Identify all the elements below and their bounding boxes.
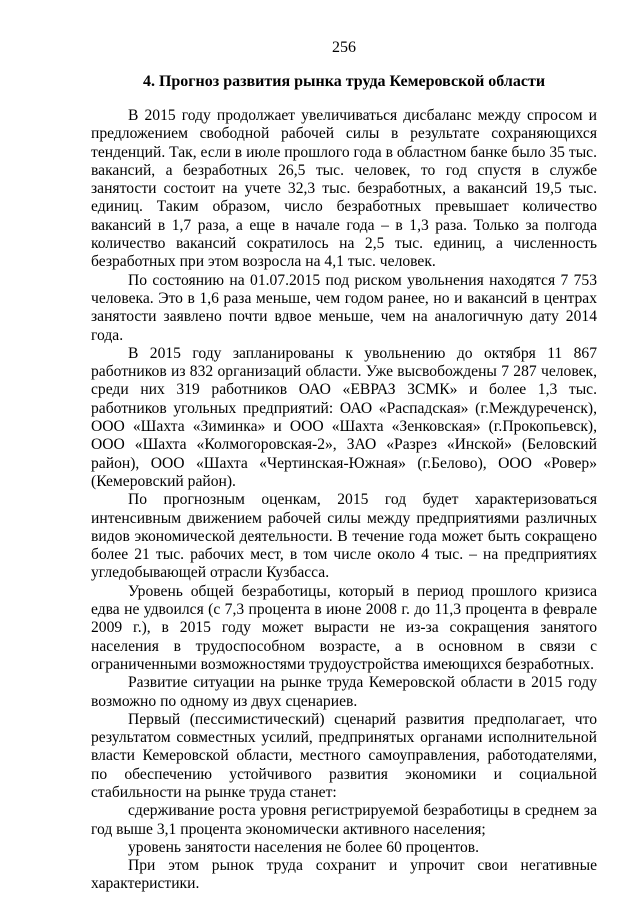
paragraph-6: Развитие ситуации на рынке труда Кемеровской области в 2015 году возможно по одному из двух сценариев. [91,674,597,710]
paragraph-1: В 2015 году продолжает увеличиваться дисбаланс между спросом и предложением свободной рабочей силы в результате сохраняющихся тенденций. Так, если в июле прошлого года в областном банке было 35 тыс. вакансий, а безработных 26,5 тыс. человек, то год спустя в службе занятости состоит на учете 32,3 тыс. безработных, а вакансий 19,5 тыс. единиц. Таким образом, число безработных превышает количество вакансий в 1,7 раза, а еще в начале года – в 1,3 раза. Только за полгода количество вакансий сократилось на 2,5 тыс. единиц, а численность безработных при этом возросла на 4,1 тыс. человек. [91,107,597,271]
paragraph-8: сдерживание роста уровня регистрируемой безработицы в среднем за год выше 3,1 процента экономически активного населения; [91,802,597,838]
paragraph-10: При этом рынок труда сохранит и упрочит свои негативные характеристики. [91,857,597,893]
paragraph-4: По прогнозным оценкам, 2015 год будет характеризоваться интенсивным движением рабочей силы между предприятиями различных видов экономической деятельности. В течение года может быть сокращено более 21 тыс. рабочих мест, в том числе около 4 тыс. – на предприятиях угледобывающей отрасли Кузбасса. [91,491,597,582]
section-title: 4. Прогноз развития рынка труда Кемеровской области [142,73,546,90]
paragraph-7: Первый (пессимистический) сценарий развития предполагает, что результатом совместных усилий, предпринятых органами исполнительной власти Кемеровской области, местного самоуправления, работодателями, по обеспечению устойчивого развития экономики и социальной стабильности на рынке труда станет: [91,710,597,801]
paragraph-3: В 2015 году запланированы к увольнению до октября 11 867 работников из 832 организаций области. Уже высвобождены 7 287 человек, среди них 319 работников ОАО «ЕВРАЗ ЗСМК» и более 1,3 тыс. работников угольных предприятий: ОАО «Распадская» (г.Междуреченск), ООО «Шахта «Зиминка» и ООО «Шахта «Зенковская» (г.Прокопьевск), ООО «Шахта «Колмогоровская-2», ЗАО «Разрез «Инской» (Беловский район), ООО «Шахта «Чертинская-Южная» (г.Белово), ООО «Ровер» (Кемеровский район). [91,344,597,490]
paragraph-5: Уровень общей безработицы, который в период прошлого кризиса едва не удвоился (с 7,3 процента в июне 2008 г. до 11,3 процента в феврале 2009 г.), в 2015 году может вырасти не из-за сокращения занятого населения в трудоспособном возрасте, а в основном в связи с ограниченными возможностями трудоустройства имеющихся безработных. [91,582,597,673]
page-number: 256 [332,39,356,56]
paragraph-2: По состоянию на 01.07.2015 под риском увольнения находятся 7 753 человека. Это в 1,6 раза меньше, чем годом ранее, но и вакансий в центрах занятости заявлено почти вдвое меньше, чем на аналогичную дату 2014 года. [91,271,597,344]
paragraph-9: уровень занятости населения не более 60 процентов. [128,838,479,856]
document-page [91,38,597,894]
